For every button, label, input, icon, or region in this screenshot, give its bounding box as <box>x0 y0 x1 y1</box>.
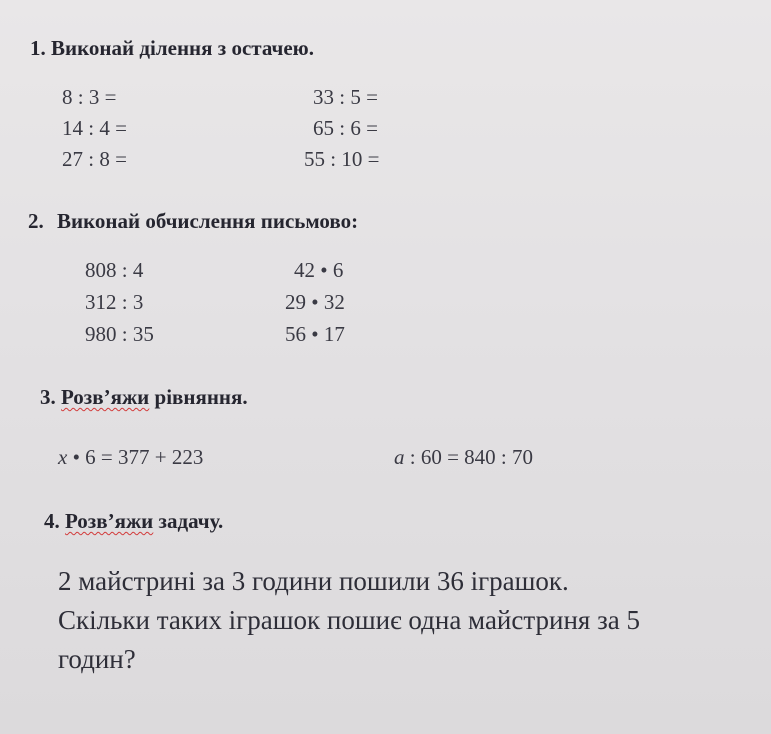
task-1-expression: 8 : 3 = <box>62 85 117 109</box>
task-4-word: Розв’яжи <box>65 509 154 533</box>
task-1-expression: 55 : 10 = <box>304 147 380 171</box>
task-1-number: 1. <box>30 36 46 60</box>
task-4-title: задачу. <box>158 509 224 533</box>
task-1-heading <box>30 36 314 61</box>
equation-2 <box>394 445 533 470</box>
task-1-expression: 14 : 4 = <box>62 116 127 140</box>
equation-1 <box>58 445 203 470</box>
task-2-number: 2. <box>28 209 44 233</box>
task-2-title: Виконай обчислення письмово: <box>57 209 359 233</box>
word-problem-line: годин? <box>58 644 136 674</box>
task-2-heading <box>28 209 358 234</box>
word-problem <box>58 562 771 679</box>
equation-1-body: • 6 = 377 + 223 <box>67 445 204 469</box>
task-1-title: Виконай ділення з остачею. <box>51 36 314 60</box>
equation-1-variable: x <box>58 445 68 469</box>
word-problem-line: Скільки таких іграшок пошиє одна майстриня за 5 <box>58 605 640 635</box>
task-3-heading <box>40 385 248 410</box>
task-2-expression: 808 : 4 <box>85 258 144 282</box>
task-2-expression: 42 • 6 <box>294 258 344 282</box>
task-2-expression: 980 : 35 <box>85 322 154 346</box>
task-3-number: 3. <box>40 385 56 409</box>
equation-2-body: : 60 = 840 : 70 <box>404 445 534 469</box>
task-4-number: 4. <box>44 509 60 533</box>
equation-2-variable: a <box>394 445 405 469</box>
task-3-word: Розв’яжи <box>61 385 150 409</box>
task-1-expression: 27 : 8 = <box>62 147 127 171</box>
word-problem-line: 2 майстрині за 3 години пошили 36 іграшок. <box>58 566 569 596</box>
task-4-heading <box>44 509 223 534</box>
task-1-expression: 65 : 6 = <box>313 116 378 140</box>
task-2-expression: 312 : 3 <box>85 290 144 314</box>
task-2-expression: 56 • 17 <box>285 322 345 346</box>
task-3-title: рівняння. <box>154 385 248 409</box>
task-1-expression: 33 : 5 = <box>313 85 378 109</box>
task-2-expression: 29 • 32 <box>285 290 345 314</box>
